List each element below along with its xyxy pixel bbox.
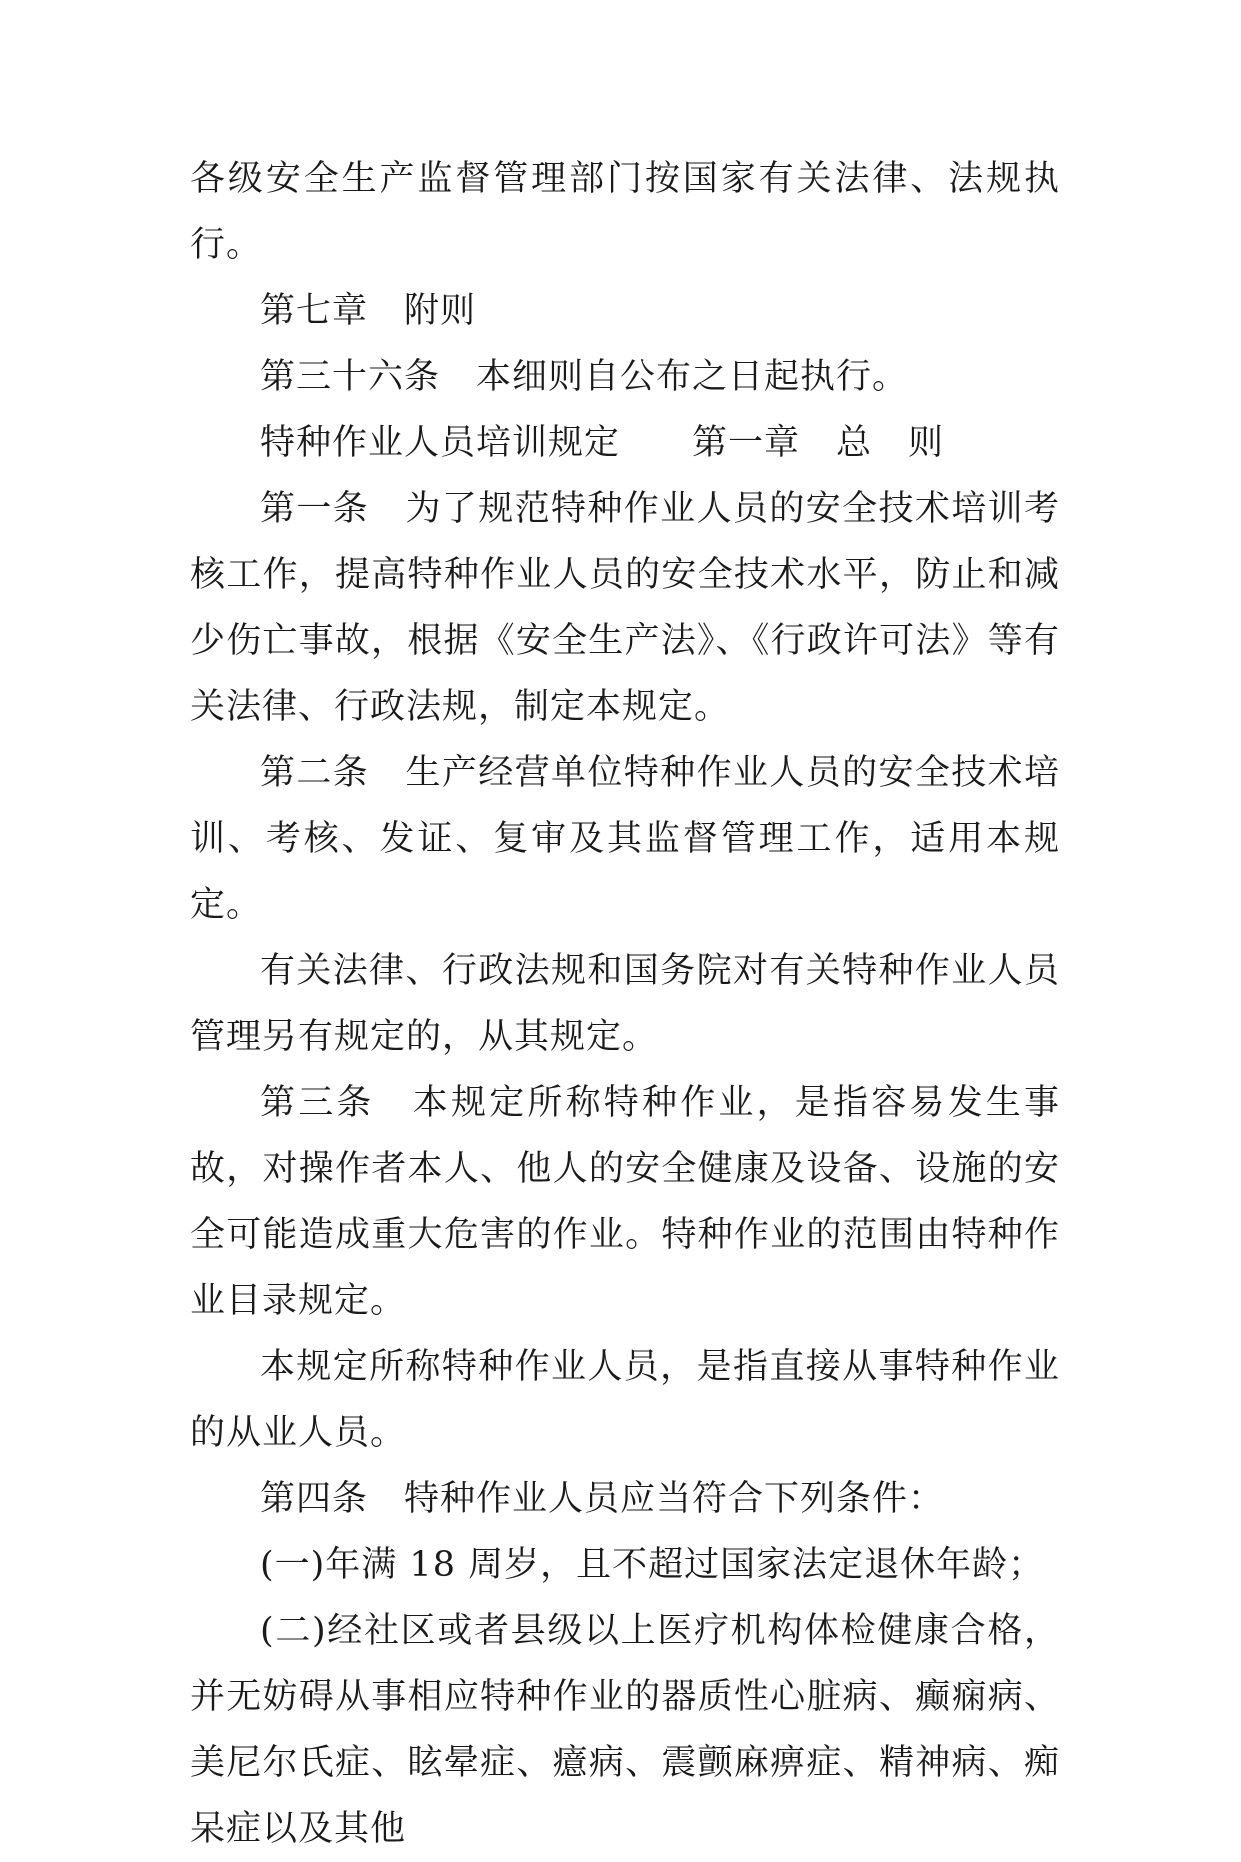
article-4-item-2: (二)经社区或者县级以上医疗机构体检健康合格，并无妨碍从事相应特种作业的器质性心脏病、癫痫病、美尼尔氏症、眩晕症、癔病、震颤麻痹症、精神病、痴呆症以及其他 [190, 1611, 1060, 1849]
article-2: 第二条 生产经营单位特种作业人员的安全技术培训、考核、发证、复审及其监督管理工作，适用本规定。 [190, 753, 1060, 925]
article-36: 第三十六条 本细则自公布之日起执行。 [260, 357, 909, 397]
document-body [190, 146, 1060, 1862]
article-1: 第一条 为了规范特种作业人员的安全技术培训考核工作，提高特种作业人员的安全技术水平，防止和减少伤亡事故，根据《安全生产法》、《行政许可法》等有关法律、行政法规，制定本规定。 [190, 489, 1060, 727]
article-4: 第四条 特种作业人员应当符合下列条件： [260, 1479, 945, 1519]
article-4-item-1: (一)年满 18 周岁，且不超过国家法定退休年龄； [260, 1545, 1045, 1585]
chapter-heading-7: 第七章 附则 [260, 291, 477, 331]
paragraph-continuation: 各级安全生产监督管理部门按国家有关法律、法规执行。 [190, 159, 1060, 265]
article-3: 第三条 本规定所称特种作业，是指容易发生事故，对操作者本人、他人的安全健康及设备、设施的安全可能造成重大危害的作业。特种作业的范围由特种作业目录规定。 [190, 1083, 1060, 1321]
article-2-clause: 有关法律、行政法规和国务院对有关特种作业人员管理另有规定的，从其规定。 [190, 951, 1060, 1057]
article-3-clause: 本规定所称特种作业人员，是指直接从事特种作业的从业人员。 [190, 1347, 1060, 1453]
regulation-title: 特种作业人员培训规定 第一章 总 则 [260, 423, 945, 463]
